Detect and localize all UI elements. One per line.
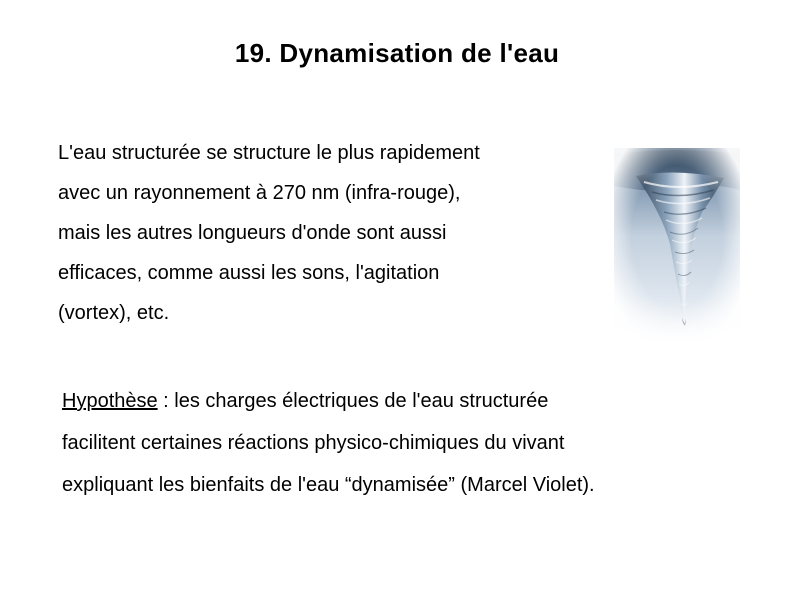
text-line: (vortex), etc. xyxy=(58,302,170,324)
text-line xyxy=(62,380,762,422)
hypothesis-keyword: Hypothèse xyxy=(62,390,158,412)
hypothesis-text: : les charges électriques de l'eau structurée xyxy=(157,390,549,412)
water-vortex-icon xyxy=(614,148,740,344)
text-line: facilitent certaines réactions physico-chimiques du vivant xyxy=(62,432,565,454)
text-line: mais les autres longueurs d'onde sont aussi xyxy=(58,222,447,244)
paragraph-hypothesis xyxy=(62,380,762,506)
text-line: expliquant les bienfaits de l'eau “dynamisée” (Marcel Violet). xyxy=(62,474,595,496)
text-line: avec un rayonnement à 270 nm (infra-rouge), xyxy=(58,182,461,204)
slide-title: 19. Dynamisation de l'eau xyxy=(234,38,560,68)
text-line: efficaces, comme aussi les sons, l'agitation xyxy=(58,262,440,284)
text-line: L'eau structurée se structure le plus rapidement xyxy=(58,142,480,164)
paragraph-vortex-info xyxy=(58,133,598,333)
